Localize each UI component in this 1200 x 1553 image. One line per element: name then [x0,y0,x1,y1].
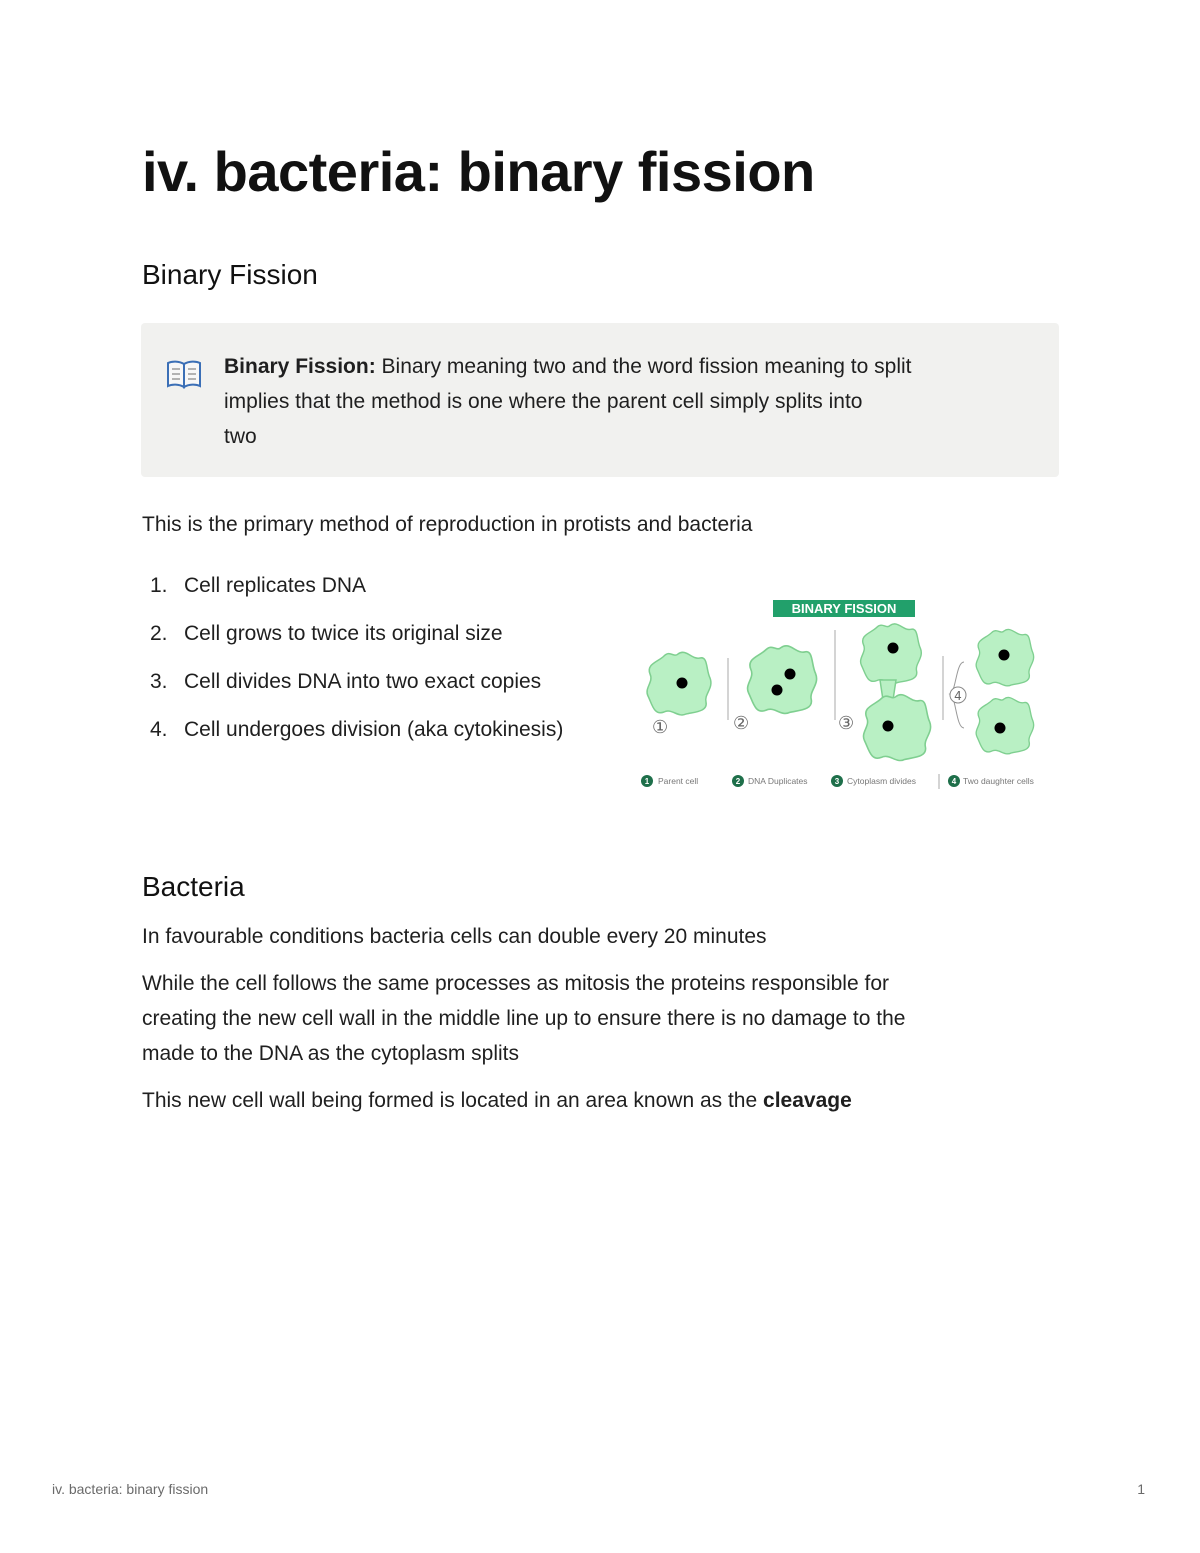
page-number: 1 [1137,1481,1145,1497]
svg-text:3: 3 [834,777,840,786]
list-item: 1. Cell replicates DNA [150,574,367,597]
list-item: 3. Cell divides DNA into two exact copies [150,670,542,693]
callout-def-1: Binary meaning two and the word fission meaning to split [381,355,912,378]
bacteria-paragraph-1: In favourable conditions bacteria cells can double every 20 minutes [142,925,767,948]
cleavage-term: cleavage [763,1089,852,1112]
legend-two-daughter-cells: Two daughter cells [963,776,1034,786]
intro-paragraph: This is the primary method of reproduction in protists and bacteria [142,513,753,536]
callout-def-2: implies that the method is one where the parent cell simply splits into [224,390,863,413]
list-item: 2. Cell grows to twice its original size [150,622,503,645]
daughter-cells [976,629,1034,753]
bacteria-paragraph-2: While the cell follows the same processes as mitosis the proteins responsible for creating the new cell wall in the middle line up to ensure there is no damage to the made to the DNA as the cytoplasm splits [142,972,906,1065]
callout-def-3: two [224,425,257,448]
cytoplasm-divides-cell [861,624,931,761]
callout-text [224,349,1044,454]
definition-callout [141,323,1059,477]
callout-term: Binary Fission: [224,355,376,378]
legend-cytoplasm-divides: Cytoplasm divides [847,776,916,786]
svg-text:1: 1 [644,777,650,786]
footer-title: iv. bacteria: binary fission [52,1481,209,1497]
bacteria-heading: Bacteria [142,871,245,902]
legend-dna-duplicates: DNA Duplicates [748,776,808,786]
open-book-icon [165,359,203,389]
binary-fission-heading: Binary Fission [142,259,318,290]
svg-text:2: 2 [735,777,741,786]
stage-mark-1: ① [652,717,669,738]
page-title: iv. bacteria: binary fission [142,140,815,203]
stage-mark-3: ③ [838,713,855,734]
steps-list [142,568,602,760]
dna-duplicates-cell [748,646,817,714]
parent-cell [647,652,711,715]
bacteria-paragraph-3: This new cell wall being formed is located in an area known as the cleavage [142,1089,852,1112]
figure-banner: BINARY FISSION [791,601,897,616]
svg-text:4: 4 [951,777,957,786]
binary-fission-figure [630,592,1050,802]
stage-mark-2: ② [733,713,750,734]
stage-mark-4: 4 [954,689,962,703]
list-item: 4. Cell undergoes division (aka cytokinesis) [150,718,564,741]
legend-parent-cell: Parent cell [658,776,699,786]
